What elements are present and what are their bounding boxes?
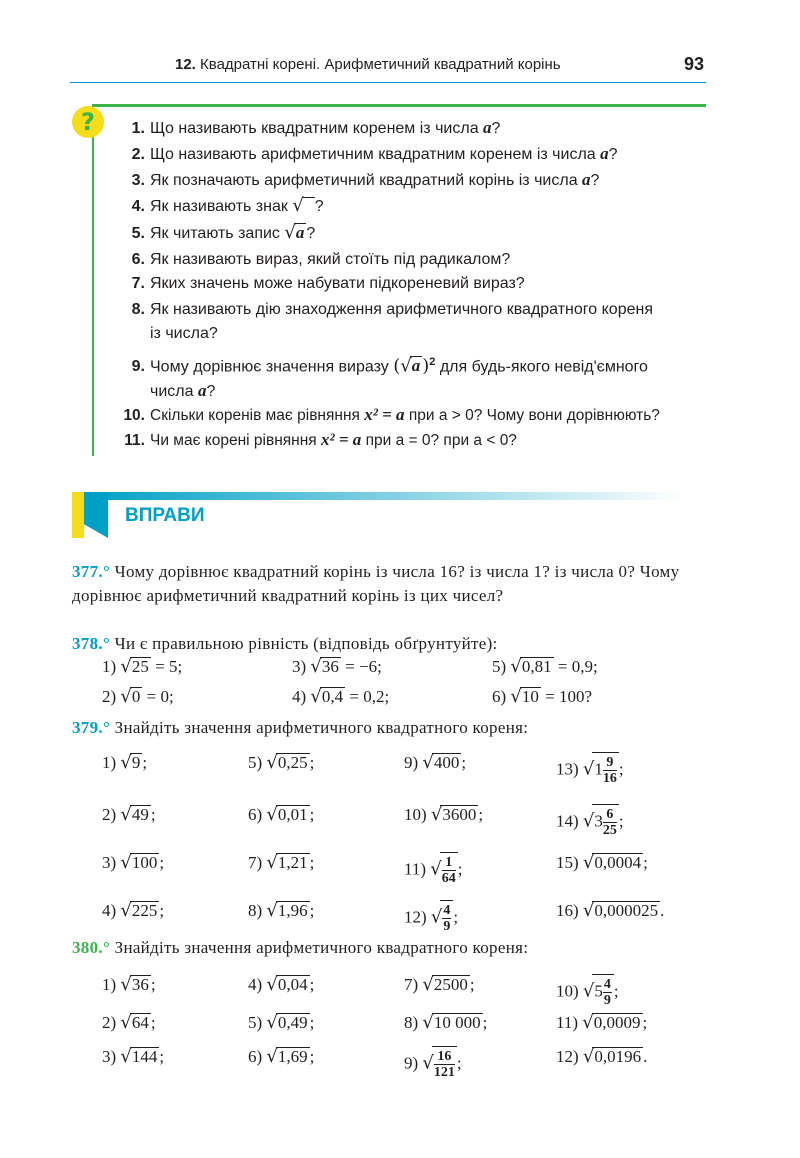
radical-sign: √: [266, 804, 278, 825]
item-result: = 0,2;: [349, 687, 390, 706]
question-item: [108, 116, 708, 141]
radicand: 0,25: [277, 753, 308, 772]
item-label: 1): [102, 657, 117, 676]
item-label: 9): [404, 753, 419, 772]
radicand: 225: [131, 901, 158, 920]
exponent: 2: [429, 356, 436, 368]
exercise-item: [102, 804, 156, 825]
question-text: із числа?: [150, 325, 218, 342]
section-number: 12.: [175, 56, 196, 73]
radical-sign: √: [430, 804, 443, 825]
item-label: 6): [492, 687, 507, 706]
radical-bar: [302, 197, 315, 216]
numerator: 1: [442, 855, 456, 871]
item-end: ;: [618, 759, 624, 779]
exercise-item: [492, 656, 598, 677]
radicand: 9: [131, 753, 141, 772]
item-end: ;: [618, 811, 624, 831]
item-end: ;: [642, 1013, 648, 1032]
fraction: [442, 903, 451, 934]
radicand: 0,0004: [594, 853, 642, 872]
radicand: 400: [433, 753, 460, 772]
item-label: 12): [404, 907, 427, 927]
radicand: 144: [131, 1047, 158, 1066]
equation: x² = a: [364, 405, 405, 424]
exercise-item: [556, 1046, 647, 1067]
question-variable: a: [411, 356, 421, 376]
question-variable: a: [483, 118, 492, 137]
item-label: 10): [404, 805, 427, 824]
question-number: 8.: [131, 301, 145, 318]
question-tail: ?: [306, 225, 316, 242]
item-label: 4): [102, 901, 117, 920]
question-item: [108, 298, 708, 346]
item-label: 9): [404, 1053, 419, 1073]
question-text: Що називають квадратним коренем із числа: [150, 120, 479, 137]
fraction: [603, 755, 617, 786]
item-end: ;: [150, 975, 156, 994]
radical-sign: √: [582, 758, 595, 780]
question-number: 5.: [131, 225, 145, 242]
fraction: [442, 855, 456, 886]
item-label: 5): [248, 753, 263, 772]
item-label: 13): [556, 759, 579, 779]
fraction: [434, 1049, 455, 1080]
item-label: 4): [292, 687, 307, 706]
exercise-item: [102, 686, 174, 707]
item-end: .: [660, 901, 665, 920]
radical-sign: √: [430, 906, 443, 928]
item-result: = 5;: [155, 657, 183, 676]
item-end: ;: [309, 853, 315, 872]
exercise-item: [102, 752, 147, 773]
exercise-item: [556, 900, 664, 921]
radicand: 1,96: [277, 901, 308, 920]
exercise-item: [556, 974, 619, 1008]
exercise-number: 377.°: [72, 562, 111, 581]
question-text: числа: [150, 383, 194, 401]
whole-part: 1: [594, 759, 603, 779]
bracket: (: [393, 355, 401, 377]
exercise-item: [292, 686, 389, 707]
exercise-item: [404, 752, 466, 773]
section-name: Квадратні корені. Арифметичний квадратний корінь: [200, 56, 561, 73]
radicand: 0,4: [321, 687, 344, 706]
radicand: 0,000025: [594, 901, 659, 920]
question-number: 9.: [131, 358, 145, 376]
exercise-item: [248, 804, 314, 825]
exercise-item: [404, 804, 483, 825]
exercise-item: [102, 1012, 156, 1033]
question-tail: ?: [491, 120, 501, 137]
item-end: ;: [456, 1053, 462, 1073]
numerator: 6: [603, 807, 617, 823]
question-number: 2.: [131, 146, 145, 163]
item-label: 8): [404, 1013, 419, 1032]
numerator: 9: [603, 755, 617, 771]
radical-sign: √: [422, 1012, 434, 1033]
radical-sign: √: [582, 1012, 594, 1033]
exercise-item: [404, 852, 463, 886]
item-label: 7): [248, 853, 263, 872]
exercise-item: [404, 974, 475, 995]
exercise-item: [556, 1012, 647, 1033]
radical-sign: √: [292, 195, 304, 216]
question-item: [108, 272, 708, 296]
radical-sign: √: [422, 752, 434, 773]
exercise-item: [556, 852, 648, 873]
item-end: .: [643, 1047, 648, 1066]
exercise-377: [72, 560, 712, 608]
radical-sign: √: [120, 1046, 132, 1067]
item-label: 5): [248, 1013, 263, 1032]
exercise-item: [102, 1046, 164, 1067]
radical-sign: √: [284, 222, 296, 243]
fraction: [603, 807, 617, 838]
item-label: 3): [292, 657, 307, 676]
question-text: Як називають знак: [150, 198, 288, 215]
denominator: 25: [602, 823, 617, 838]
numerator: 4: [603, 977, 611, 992]
item-end: ;: [469, 975, 475, 994]
radical-sign: √: [266, 1012, 278, 1033]
item-end: ;: [159, 901, 165, 920]
exercise-text: Чому дорівнює квадратний корінь із числа 16? із числа 1? із числа 0? Чому дорівнює арифметичний квадратний корінь із цих чисел?: [72, 562, 680, 605]
radical-sign: √: [266, 1046, 278, 1067]
item-label: 5): [492, 657, 507, 676]
question-number: 11.: [124, 432, 145, 449]
item-end: ;: [478, 805, 484, 824]
exercise-item: [248, 1046, 314, 1067]
item-label: 2): [102, 687, 117, 706]
question-text: Як читають запис: [150, 225, 280, 242]
exercise-number: 379.°: [72, 718, 111, 737]
question-text: Яких значень може набувати підкореневий вираз?: [150, 275, 525, 292]
item-label: 10): [556, 981, 579, 1001]
exercise-text: Знайдіть значення арифметичного квадратного кореня:: [114, 938, 529, 957]
question-text: Що називають арифметичним квадратним коренем із числа: [150, 146, 596, 163]
item-label: 16): [556, 901, 579, 920]
exercises-banner-blue: [84, 492, 108, 538]
question-item: [108, 248, 708, 272]
radical-sign: √: [266, 752, 278, 773]
radical-sign: √: [582, 1046, 595, 1067]
exercise-item: [102, 900, 164, 921]
item-result: = 0;: [146, 687, 174, 706]
radicand-fraction: [432, 1046, 457, 1080]
radicand-fraction: [592, 974, 614, 1008]
question-item: [108, 168, 708, 193]
denominator: 9: [443, 919, 451, 934]
item-label: 14): [556, 811, 579, 831]
exercise-item: [248, 1012, 314, 1033]
item-label: 12): [556, 1047, 579, 1066]
item-end: ;: [309, 753, 315, 772]
question-variable: a: [197, 381, 207, 401]
item-end: ;: [150, 805, 156, 824]
question-tail: ?: [314, 198, 324, 215]
question-tail: ?: [590, 172, 600, 189]
question-condition: a > 0? Чому вони дорівнюють?: [438, 407, 660, 424]
item-label: 11): [556, 1013, 579, 1032]
denominator: 121: [433, 1065, 455, 1080]
radical-sign: √: [582, 810, 595, 832]
radicand: 1,21: [277, 853, 308, 872]
radicand: 0,04: [277, 975, 308, 994]
exercise-item: [102, 974, 156, 995]
radicand: 0,01: [277, 805, 308, 824]
numerator: 16: [434, 1049, 455, 1065]
exercise-item: [404, 1012, 487, 1033]
exercises-banner-gradient: [84, 492, 684, 500]
questions-side-rule: [92, 104, 94, 456]
item-end: ;: [159, 853, 165, 872]
question-number: 3.: [131, 172, 145, 189]
radicand-fraction: [592, 752, 619, 786]
whole-part: 3: [594, 811, 603, 831]
radical-sign: √: [120, 686, 132, 707]
question-text: при: [408, 407, 435, 424]
radical-sign: √: [120, 752, 132, 773]
exercise-item: [248, 900, 314, 921]
radicand: 36: [131, 975, 149, 994]
question-tail: для будь-якого невід'ємного: [439, 358, 648, 376]
radicand-fraction: [440, 900, 453, 934]
item-label: 2): [102, 1013, 117, 1032]
radical-sign: √: [120, 900, 132, 921]
item-end: ;: [461, 753, 467, 772]
item-end: ;: [142, 753, 148, 772]
exercise-item: [102, 852, 164, 873]
radicand: 1,69: [277, 1047, 308, 1066]
exercise-item: [248, 974, 314, 995]
question-text: Скільки коренів має рівняння: [150, 407, 360, 424]
radical-sign: √: [120, 1012, 132, 1033]
item-result: = 100?: [545, 687, 593, 706]
radicand: 0,0196: [594, 1047, 642, 1066]
item-label: 3): [102, 853, 117, 872]
question-item: [108, 221, 708, 246]
exercises-banner-yellow: [72, 492, 84, 538]
question-mark-icon: ?: [72, 106, 104, 138]
radical-sign: √: [510, 656, 522, 677]
item-label: 11): [404, 859, 427, 879]
question-tail: ?: [608, 146, 618, 163]
item-end: ;: [482, 1013, 488, 1032]
question-item: [108, 350, 708, 404]
item-label: 8): [248, 901, 263, 920]
exercise-text: Чи є правильною рівність (відповідь обґрунтуйте):: [114, 634, 498, 653]
item-end: ;: [309, 975, 315, 994]
exercises-title: ВПРАВИ: [125, 505, 205, 526]
radicand: 0,49: [277, 1013, 308, 1032]
radicand: 25: [131, 657, 149, 676]
item-label: 4): [248, 975, 263, 994]
question-text: при: [365, 432, 392, 449]
radicand: 10 000: [433, 1013, 481, 1032]
item-result: = −6;: [345, 657, 382, 676]
radical-sign: √: [422, 1052, 434, 1074]
radical-sign: √: [582, 900, 595, 921]
radicand: 0: [131, 687, 141, 706]
exercise-item: [492, 686, 592, 707]
question-number: 10.: [123, 407, 145, 424]
item-label: 7): [404, 975, 419, 994]
radicand: 0,81: [521, 657, 552, 676]
item-end: ;: [457, 859, 463, 879]
radicand: 49: [131, 805, 149, 824]
question-text: Чому дорівнює значення виразу: [150, 358, 389, 376]
numerator: 4: [443, 903, 451, 918]
question-number: 6.: [131, 251, 145, 268]
exercise-item: [102, 656, 182, 677]
denominator: 16: [602, 771, 617, 786]
radical-sign: √: [120, 656, 132, 677]
item-label: 1): [102, 975, 117, 994]
question-condition: a = 0? при a < 0?: [395, 432, 517, 449]
item-end: ;: [643, 853, 648, 872]
exercise-item: [404, 1046, 462, 1080]
radicand: 2500: [433, 975, 468, 994]
question-item: [108, 428, 708, 453]
question-continuation: [108, 379, 708, 404]
radicand: 100: [131, 853, 158, 872]
exercise-380: [72, 936, 712, 960]
exercise-item: [404, 900, 458, 934]
item-end: ;: [309, 1013, 315, 1032]
radical-sign: √: [582, 980, 595, 1002]
question-variable: a: [295, 223, 305, 242]
question-number: 4.: [131, 198, 145, 215]
item-label: 1): [102, 753, 117, 772]
exercise-item: [248, 752, 314, 773]
question-text: Як позначають арифметичний квадратний корінь із числа: [150, 172, 578, 189]
item-end: ;: [309, 901, 315, 920]
question-text: Чи має корені рівняння: [150, 432, 317, 449]
radicand: 64: [131, 1013, 149, 1032]
exercise-item: [292, 656, 382, 677]
question-number: 7.: [131, 275, 145, 292]
whole-part: 5: [594, 981, 603, 1001]
bracket: ): [422, 355, 430, 377]
equation: x² = a: [321, 430, 362, 449]
exercise-number: 380.°: [72, 938, 111, 957]
question-tail: ?: [206, 383, 216, 401]
item-label: 3): [102, 1047, 117, 1066]
radical-sign: √: [120, 852, 132, 873]
radical-sign: √: [510, 686, 522, 707]
question-variable: a: [600, 144, 609, 163]
radicand: 3600: [442, 805, 477, 824]
radical-sign: √: [120, 804, 132, 825]
radicand-fraction: [440, 852, 458, 886]
question-item: [108, 403, 708, 428]
item-end: ;: [150, 1013, 156, 1032]
radical-sign: √: [310, 686, 322, 707]
radicand: 0,0009: [593, 1013, 641, 1032]
question-item: [108, 142, 708, 167]
exercise-item: [556, 752, 624, 786]
item-label: 6): [248, 805, 263, 824]
radical-sign: √: [310, 656, 322, 677]
item-label: 2): [102, 805, 117, 824]
question-item: [108, 194, 708, 219]
question-text: Як називають дію знаходження арифметичного квадратного кореня: [150, 301, 653, 318]
header-divider: [70, 82, 706, 83]
radicand: 36: [321, 657, 339, 676]
item-end: ;: [453, 907, 459, 927]
item-end: ;: [309, 805, 315, 824]
radical-sign: √: [266, 852, 278, 873]
page-number: 93: [683, 54, 704, 74]
radicand: 10: [521, 687, 539, 706]
questions-top-rule: [92, 104, 706, 107]
radical-sign: √: [266, 974, 278, 995]
exercise-378: [72, 632, 712, 656]
exercise-item: [248, 852, 314, 873]
item-result: = 0,9;: [557, 657, 598, 676]
question-variable: a: [582, 170, 591, 189]
radical-sign: √: [422, 974, 434, 995]
exercise-379: [72, 716, 712, 740]
page-header: [70, 52, 704, 82]
denominator: 9: [603, 993, 611, 1008]
question-number: 1.: [131, 120, 145, 137]
fraction: [603, 977, 612, 1008]
exercise-text: Знайдіть значення арифметичного квадратного кореня:: [114, 718, 529, 737]
radical-sign: √: [400, 355, 412, 377]
question-continuation: [108, 322, 708, 346]
item-label: 15): [556, 853, 579, 872]
item-end: ;: [309, 1047, 315, 1066]
section-title: [175, 56, 561, 73]
radical-sign: √: [582, 852, 595, 873]
denominator: 64: [441, 871, 456, 886]
item-label: 6): [248, 1047, 263, 1066]
item-end: ;: [159, 1047, 165, 1066]
item-end: ;: [613, 981, 619, 1001]
radical-sign: √: [430, 858, 442, 880]
radical-sign: √: [266, 900, 278, 921]
exercise-number: 378.°: [72, 634, 111, 653]
question-text: Як називають вираз, який стоїть під радикалом?: [150, 251, 511, 268]
exercise-item: [556, 804, 624, 838]
radical-sign: √: [120, 974, 132, 995]
radicand-fraction: [592, 804, 619, 838]
